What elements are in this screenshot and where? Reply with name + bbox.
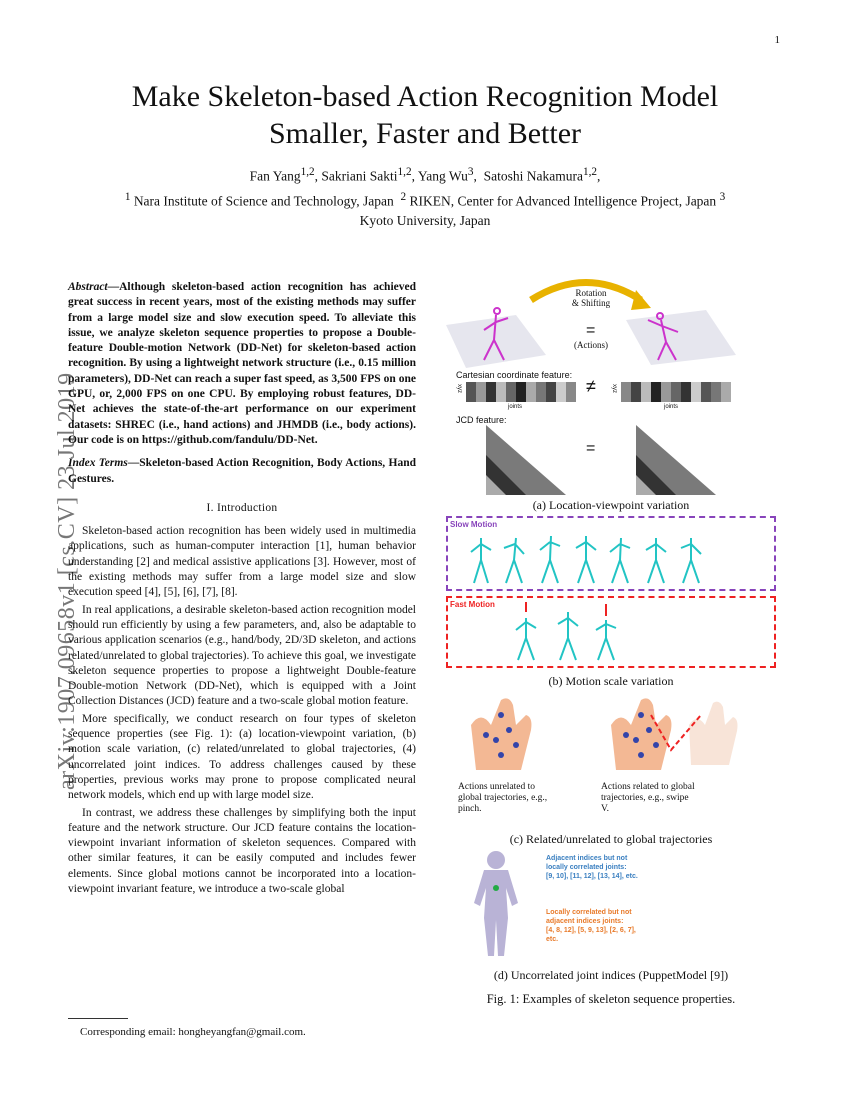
slow-motion-skeletons — [466, 528, 766, 588]
paragraph: In real applications, a desirable skeleton-based action recognition model should run efficiently by using a few parameters, and, also be adaptable to various application scenarios (e.g., hand/body, 2D/3D skeleton, and actions related/unrelated to global trajectories). To achieve this goal, we investigate skeleton sequence properties to propose a lightweight Double-feature Double-motion Network (DD-Net), which is equipped with a Joint Collection Distances (JCD) feature and a two-scale global motion feature. — [68, 603, 417, 708]
equals-sign-jcd: = — [586, 440, 596, 457]
fast-motion-skeletons — [506, 600, 656, 662]
abstract — [68, 280, 416, 448]
paragraph: In contrast, we address these challenges by simplifying both the input feature and the network structure. Our JCD feature contains the location-viewpoint invariant information of skeleton sequences. Compared with other similar features, it can be easily computed and includes fewer elements. Since global motions cannot be incorporated into a location-viewpoint invariant feature, we introduce a two-scale global — [68, 806, 416, 895]
joints-label-right: joints — [664, 404, 679, 410]
aff-sup: 2 — [400, 190, 407, 203]
xyz-label-right: xyz — [611, 384, 617, 393]
caption-b: (b) Motion scale variation — [548, 674, 674, 688]
puppet-model — [456, 848, 536, 958]
index-terms — [68, 456, 416, 487]
hand-pinch — [471, 698, 531, 770]
affiliation-line — [60, 187, 790, 212]
page-number: 1 — [774, 34, 780, 46]
left-column — [68, 280, 416, 897]
floor-plane-right — [626, 310, 736, 365]
section-heading: I. Introduction — [206, 501, 278, 514]
local-items: [4, 8, 12], [5, 9, 13], [2, 6, 7], etc. — [546, 927, 636, 943]
aff-sup: 3 — [719, 190, 726, 203]
cartesian-label: Cartesian coordinate feature: — [456, 370, 573, 380]
xyz-label-left: xyz — [456, 384, 462, 393]
jcd-label: JCD feature: — [456, 415, 507, 425]
affiliation-3: Kyoto University, Japan — [359, 213, 491, 228]
adjacent-legend — [546, 854, 646, 881]
author-sup: 1,2 — [582, 166, 598, 178]
figure-caption: Fig. 1: Examples of skeleton sequence properties. — [486, 992, 736, 1006]
actions-label: (Actions) — [574, 340, 608, 350]
local-title: Locally correlated but not adjacent indices joints: — [546, 909, 632, 925]
hand-swipe-faded — [689, 702, 738, 765]
author-name: Fan Yang — [249, 168, 301, 184]
adjacent-title: Adjacent indices but not locally correlated joints: — [546, 855, 628, 871]
adjacent-items: [9, 10], [11, 12], [13, 14], etc. — [546, 873, 638, 880]
author-list: Fan Yang$^{1,2}$, Sakriani Sakti$^{1,2}$, Yang Wu$^3$, Satoshi Nakamura$^{1,2}$, — [249, 166, 601, 184]
rotation-illustration — [436, 270, 786, 370]
cartesian-matrix-left — [466, 382, 576, 402]
equals-sign: = — [586, 322, 596, 339]
index-label: Index Terms — [68, 457, 128, 470]
author-name: Satoshi Nakamura — [483, 168, 583, 184]
caption-a: (a) Location-viewpoint variation — [532, 498, 690, 512]
author-name: Sakriani Sakti — [321, 168, 398, 184]
slow-motion-label: Slow Motion — [450, 520, 498, 529]
author-sup: 1,2 — [397, 166, 412, 178]
footnote-rule — [68, 1018, 128, 1019]
jcd-matrix-right — [636, 425, 716, 495]
paper-title — [60, 78, 790, 152]
rotation-label: Rotation & Shifting — [571, 288, 611, 308]
hand-swipe — [611, 698, 671, 770]
fast-motion-label: Fast Motion — [450, 600, 495, 609]
footnote: Corresponding email: hongheyangfan@gmail.com. — [80, 1026, 306, 1038]
unrelated-text: Actions unrelated to global trajectories, e.g., pinch. — [458, 782, 548, 814]
affiliation-1: Nara Institute of Science and Technology, Japan — [133, 193, 394, 208]
abstract-text: —Although skeleton-based action recognition has achieved great success in recent years, most of the existing methods may suffer from a large model size and slow execution speed. To alleviate this issue, we analyze skeleton sequence properties to propose a Double-feature Double-motion Network (DD-Net) for skeleton-based action recognition. By using a lightweight network structure (i.e., 0.15 million parameters), DD-Net can reach a super fast speed, as 3,500 FPS on one GPU, or, 2,000 FPS on one CPU. By employing robust features, DD-Net achieves the state-of-the-art performance on our experiment datasets: SHREC (i.e., hand actions) and JHMDB (i.e., body actions). Our code is on https://github.com/fandulu/DD-Net. — [68, 281, 416, 446]
index-text: —Skeleton-based Action Recognition, Body Actions, Hand Gestures. — [68, 457, 416, 485]
paragraph: More specifically, we conduct research on four types of skeleton sequence properties (see Fig. 1): (a) location-viewpoint variation, (b) motion scale variation, (c) related/unrelated to global trajectories, (4) uncorrelated joint indices. To address challenges caused by these properties, previous works may prone to propose complicated neural network models, which end up with large model size. — [68, 712, 416, 802]
local-legend — [546, 908, 646, 944]
related-text: Actions related to global trajectories, e.g., swipe V. — [601, 782, 695, 814]
paragraph: Skeleton-based action recognition has been widely used in multimedia applications, such as human-computer interaction [1], human behavior understanding [2] and medical assistive applications [3]. However, most of the existing methods may suffer from a large model size and slow execution speed [4], [5], [6], [7], [8]. — [68, 525, 416, 599]
author-sup: 3 — [467, 166, 474, 178]
author-sup: 1,2 — [300, 166, 315, 178]
arxiv-stamp — [24, 300, 80, 790]
title-line-1: Make Skeleton-based Action Recognition Model — [131, 80, 719, 113]
affiliation-2: RIKEN, Center for Advanced Intelligence Project, Japan — [409, 193, 717, 208]
author-block — [60, 162, 790, 231]
caption-d: (d) Uncorrelated joint indices (PuppetModel [9]) — [493, 968, 729, 982]
aff-sup: 1 — [124, 190, 131, 203]
title-line-2: Smaller, Faster and Better — [268, 117, 582, 150]
figure-1 — [436, 270, 786, 1010]
cartesian-matrix-right — [621, 382, 731, 402]
abstract-label: Abstract — [68, 281, 108, 293]
arxiv-id: arXiv:1907.09658v1 [cs.CV] 23 Jul 2019 — [54, 372, 80, 790]
hand-illustrations — [461, 695, 761, 775]
not-equals-sign: ≠ — [586, 376, 596, 396]
joints-label-left: joints — [508, 404, 523, 410]
author-name: Yang Wu — [417, 168, 468, 184]
caption-c: (c) Related/unrelated to global trajectories — [509, 832, 713, 846]
jcd-matrix-left — [486, 425, 566, 495]
